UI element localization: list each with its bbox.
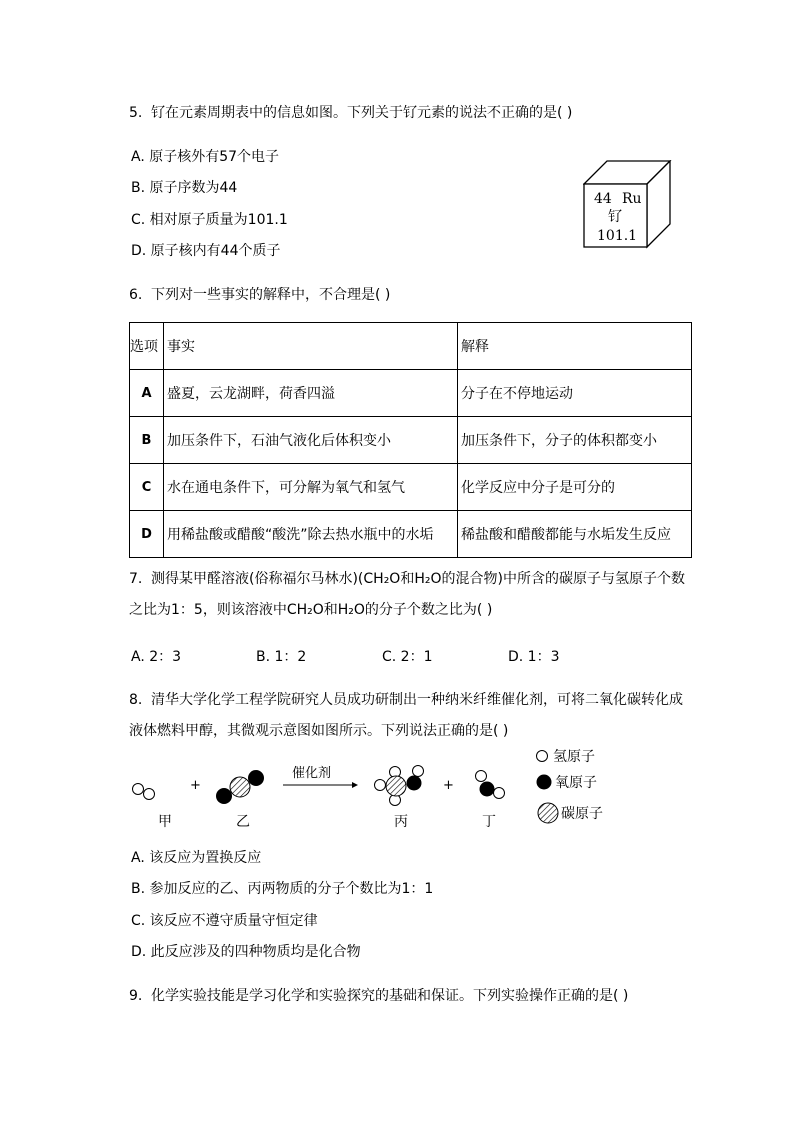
arrow-head-icon (352, 782, 358, 788)
q9-number: 9. (129, 988, 143, 1004)
q6-stem (129, 285, 390, 305)
diagram-legend (537, 749, 604, 823)
q9-stem (129, 986, 628, 1006)
label-jia: 甲 (158, 814, 172, 830)
q5-option-a: A. 原子核外有57个电子 (131, 149, 280, 165)
hydrogen-atom-icon (537, 751, 548, 762)
molecule-methanol (375, 766, 424, 806)
legend-oxygen: 氧原子 (555, 775, 597, 791)
row-fact: 加压条件下，石油气液化后体积变小 (164, 417, 458, 464)
molecule-hydrogen (133, 784, 155, 800)
q8-stem-text-1: 清华大学化学工程学院研究人员成功研制出一种纳米纤维催化剂，可将二氧化碳转化成 (151, 692, 683, 708)
oxygen-atom-icon (537, 775, 552, 790)
row-explanation: 分子在不停地运动 (458, 370, 692, 417)
label-yi: 乙 (236, 814, 250, 830)
table-header-row (130, 323, 692, 370)
row-explanation: 化学反应中分子是可分的 (458, 464, 692, 511)
row-fact: 用稀盐酸或醋酸“酸洗”除去热水瓶中的水垢 (164, 511, 458, 558)
q8-stem-line1 (129, 690, 683, 710)
q8-stem-line2: 液体燃料甲醇，其微观示意图如图所示。下列说法正确的是( ) (129, 723, 509, 739)
legend-carbon: 碳原子 (561, 806, 603, 822)
q5-stem-text: 钌在元素周期表中的信息如图。下列关于钌元素的说法不正确的是( ) (151, 105, 573, 121)
table-row (130, 464, 692, 511)
row-option: B (130, 417, 164, 464)
row-explanation: 稀盐酸和醋酸都能与水垢发生反应 (458, 511, 692, 558)
row-option: D (130, 511, 164, 558)
header-explanation: 解释 (458, 323, 692, 370)
reaction-diagram (125, 742, 625, 837)
element-atomic-number: 44 (594, 191, 612, 207)
q7-number: 7. (129, 571, 143, 587)
q5-number: 5. (129, 105, 143, 121)
molecule-water (476, 771, 505, 799)
q5-option-c: C. 相对原子质量为101.1 (131, 212, 288, 228)
row-explanation: 加压条件下，分子的体积都变小 (458, 417, 692, 464)
q7-option-a: A. 2：3 (131, 649, 182, 665)
molecule-carbon-dioxide (216, 770, 264, 804)
q5-option-b: B. 原子序数为44 (131, 180, 238, 196)
q7-stem-text-1: 测得某甲醛溶液(俗称福尔马林水)(CH₂O和H₂O的混合物)中所含的碳原子与氢原子个数 (151, 571, 685, 587)
q8-option-b: B. 参加反应的乙、丙两物质的分子个数比为1：1 (131, 881, 434, 897)
plus-sign-2: + (443, 778, 454, 793)
q7-stem-line1 (129, 569, 685, 589)
header-option: 选项 (130, 323, 164, 370)
q6-stem-text: 下列对一些事实的解释中，不合理是( ) (151, 287, 391, 303)
carbon-atom-icon (538, 803, 558, 823)
q8-option-d: D. 此反应涉及的四种物质均是化合物 (131, 944, 361, 960)
q6-number: 6. (129, 287, 143, 303)
q7-option-b: B. 1：2 (256, 649, 307, 665)
q7-option-d: D. 1：3 (508, 649, 560, 665)
table-row (130, 370, 692, 417)
label-ding: 丁 (482, 814, 496, 830)
legend-hydrogen: 氢原子 (553, 749, 595, 765)
row-option: C (130, 464, 164, 511)
element-mass: 101.1 (597, 228, 638, 244)
q5-stem (129, 103, 572, 123)
element-card-ruthenium (583, 160, 673, 250)
q9-stem-text: 化学实验技能是学习化学和实验探究的基础和保证。下列实验操作正确的是( ) (151, 988, 629, 1004)
header-fact: 事实 (164, 323, 458, 370)
plus-sign-1: + (190, 778, 201, 793)
table-row (130, 511, 692, 558)
row-fact: 盛夏，云龙湖畔，荷香四溢 (164, 370, 458, 417)
q8-option-c: C. 该反应不遵守质量守恒定律 (131, 913, 318, 929)
row-fact: 水在通电条件下，可分解为氧气和氢气 (164, 464, 458, 511)
q5-option-d: D. 原子核内有44个质子 (131, 243, 281, 259)
catalyst-label: 催化剂 (292, 766, 332, 781)
q8-option-a: A. 该反应为置换反应 (131, 850, 262, 866)
label-bing: 丙 (394, 814, 408, 830)
element-name: 钌 (608, 209, 622, 225)
q8-number: 8. (129, 692, 143, 708)
q7-stem-line2: 之比为1：5，则该溶液中CH₂O和H₂O的分子个数之比为( ) (129, 602, 493, 618)
q7-option-c: C. 2：1 (382, 649, 433, 665)
table-row (130, 417, 692, 464)
element-symbol: Ru (622, 191, 642, 207)
facts-table (129, 322, 692, 558)
row-option: A (130, 370, 164, 417)
